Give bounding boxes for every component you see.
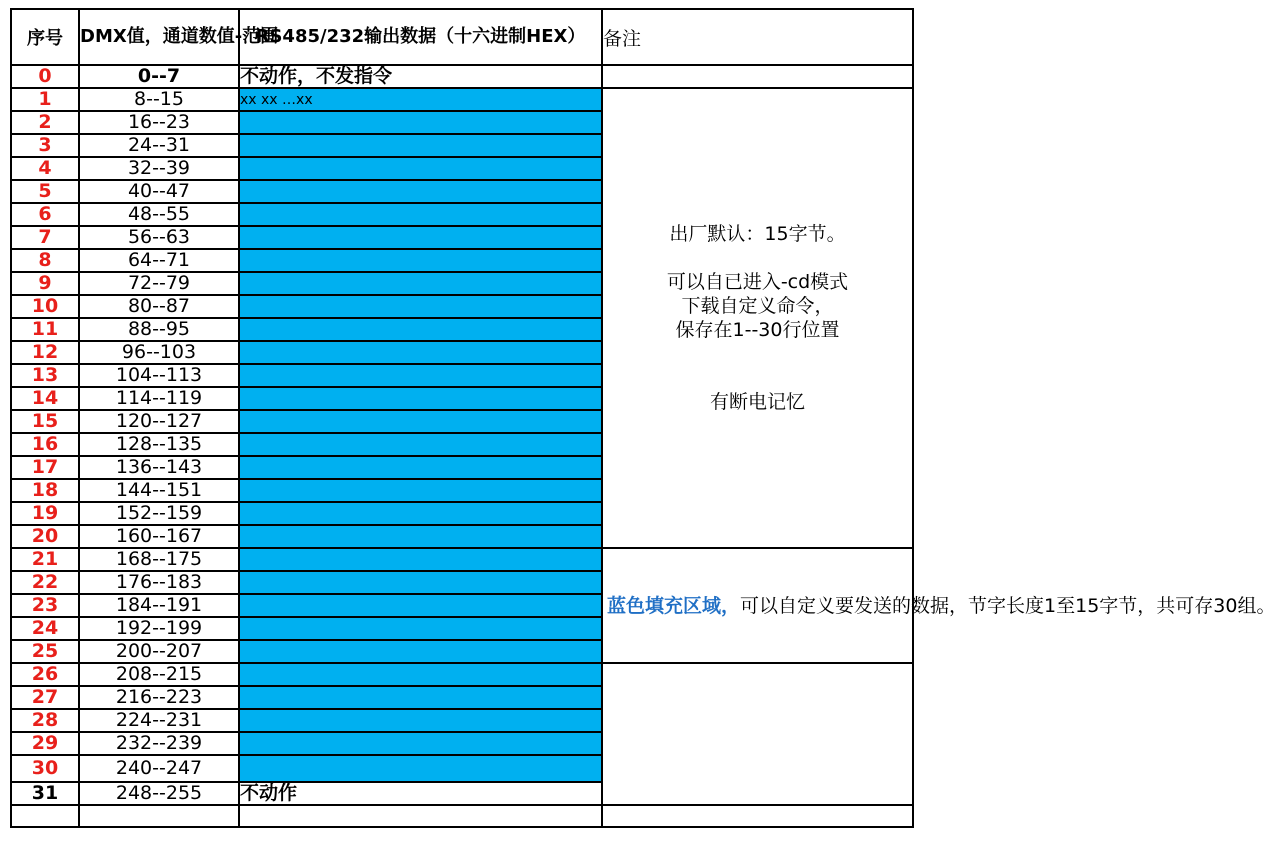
row-dmx-range: 16--23 [79, 111, 239, 134]
row-output [239, 364, 602, 387]
row-dmx-range: 216--223 [79, 686, 239, 709]
row-output [239, 617, 602, 640]
row-seq: 2 [11, 111, 79, 134]
row-seq: 26 [11, 663, 79, 686]
row-dmx-range: 32--39 [79, 157, 239, 180]
row-dmx-range: 152--159 [79, 502, 239, 525]
notes-line5: 有断电记忆 [709, 391, 805, 413]
row-dmx-range: 64--71 [79, 249, 239, 272]
row-seq: 11 [11, 318, 79, 341]
row-dmx-range: 192--199 [79, 617, 239, 640]
header-row [11, 9, 913, 65]
row-dmx-range: 200--207 [79, 640, 239, 663]
row-dmx-range: 88--95 [79, 318, 239, 341]
row-dmx-range: 72--79 [79, 272, 239, 295]
row-dmx-range: 24--31 [79, 134, 239, 157]
blank-cell [602, 805, 913, 827]
header-notes: 备注 [602, 9, 913, 65]
blank-cell [239, 805, 602, 827]
row-output [239, 134, 602, 157]
row-output [239, 226, 602, 249]
row-dmx-range: 240--247 [79, 755, 239, 782]
row-seq: 13 [11, 364, 79, 387]
header-dmx-range: DMX值，通道数值-范围 [79, 9, 239, 65]
row-output: 不动作，不发指令 [239, 65, 602, 88]
row-dmx-range: 144--151 [79, 479, 239, 502]
header-seq: 序号 [11, 9, 79, 65]
row-seq: 15 [11, 410, 79, 433]
row-seq: 28 [11, 709, 79, 732]
row-dmx-range: 160--167 [79, 525, 239, 548]
row-output [239, 88, 602, 111]
row-seq: 0 [11, 65, 79, 88]
table-row [11, 88, 913, 111]
notes-line1: 出厂默认：15字节。 [669, 223, 846, 245]
row-output [239, 571, 602, 594]
row-seq: 10 [11, 295, 79, 318]
row-seq: 21 [11, 548, 79, 571]
row-output [239, 663, 602, 686]
blank-cell [79, 805, 239, 827]
header-output: RS485/232输出数据（十六进制HEX） [239, 9, 602, 65]
row-output [239, 387, 602, 410]
row-output [239, 111, 602, 134]
row-output [239, 525, 602, 548]
row-output: 不动作 [239, 782, 602, 805]
row-seq: 29 [11, 732, 79, 755]
row-dmx-range: 104--113 [79, 364, 239, 387]
notes-line4: 保存在1--30行位置 [675, 319, 840, 341]
row-output [239, 203, 602, 226]
row-seq: 7 [11, 226, 79, 249]
row-output [239, 709, 602, 732]
row-seq: 6 [11, 203, 79, 226]
row-output [239, 180, 602, 203]
row-output [239, 341, 602, 364]
row-seq: 31 [11, 782, 79, 805]
notes-custom-text: 可以自定义要发送的数据，节字长度1至15字节，共可存30组。 [740, 594, 1275, 617]
row-dmx-range: 208--215 [79, 663, 239, 686]
row-seq: 24 [11, 617, 79, 640]
row-output [239, 479, 602, 502]
row-output [239, 640, 602, 663]
notes-line3: 下载自定义命令， [681, 295, 834, 317]
row-seq: 14 [11, 387, 79, 410]
row-seq: 5 [11, 180, 79, 203]
row-output [239, 502, 602, 525]
notes-highlight: 蓝色填充区域， [607, 594, 741, 617]
table-row [11, 663, 913, 686]
row-output [239, 456, 602, 479]
notes-default [602, 88, 913, 548]
output-sample-text: xx xx …xx [240, 91, 313, 108]
row-seq: 19 [11, 502, 79, 525]
row-seq: 27 [11, 686, 79, 709]
row-seq: 3 [11, 134, 79, 157]
row-output [239, 249, 602, 272]
row-output [239, 157, 602, 180]
row-dmx-range: 128--135 [79, 433, 239, 456]
row-seq: 18 [11, 479, 79, 502]
notes-cell-empty [602, 65, 913, 88]
dmx-mapping-table [10, 8, 1275, 828]
notes-line2: 可以自已进入-cd模式 [666, 271, 849, 293]
row-dmx-range: 56--63 [79, 226, 239, 249]
row-seq: 16 [11, 433, 79, 456]
blank-cell [11, 805, 79, 827]
row-dmx-range: 0--7 [79, 65, 239, 88]
row-seq: 23 [11, 594, 79, 617]
row-output [239, 295, 602, 318]
row-seq: 30 [11, 755, 79, 782]
row-dmx-range: 224--231 [79, 709, 239, 732]
row-seq: 25 [11, 640, 79, 663]
row-dmx-range: 40--47 [79, 180, 239, 203]
row-dmx-range: 80--87 [79, 295, 239, 318]
row-dmx-range: 48--55 [79, 203, 239, 226]
row-dmx-range: 232--239 [79, 732, 239, 755]
row-dmx-range: 120--127 [79, 410, 239, 433]
row-dmx-range: 114--119 [79, 387, 239, 410]
row-seq: 17 [11, 456, 79, 479]
row-dmx-range: 176--183 [79, 571, 239, 594]
notes-custom [602, 548, 1275, 663]
table-row [11, 65, 913, 88]
row-output [239, 272, 602, 295]
row-output [239, 433, 602, 456]
row-dmx-range: 168--175 [79, 548, 239, 571]
row-dmx-range: 8--15 [79, 88, 239, 111]
row-output [239, 686, 602, 709]
row-output [239, 755, 602, 782]
notes-cell-empty [602, 663, 913, 805]
row-seq: 9 [11, 272, 79, 295]
blank-row [11, 805, 913, 827]
row-seq: 20 [11, 525, 79, 548]
row-dmx-range: 248--255 [79, 782, 239, 805]
row-dmx-range: 184--191 [79, 594, 239, 617]
row-output [239, 548, 602, 571]
row-seq: 8 [11, 249, 79, 272]
row-dmx-range: 96--103 [79, 341, 239, 364]
row-output [239, 594, 602, 617]
row-seq: 4 [11, 157, 79, 180]
row-dmx-range: 136--143 [79, 456, 239, 479]
row-output [239, 732, 602, 755]
row-seq: 1 [11, 88, 79, 111]
row-output [239, 318, 602, 341]
row-output [239, 410, 602, 433]
row-seq: 12 [11, 341, 79, 364]
table-row [11, 548, 913, 571]
row-seq: 22 [11, 571, 79, 594]
